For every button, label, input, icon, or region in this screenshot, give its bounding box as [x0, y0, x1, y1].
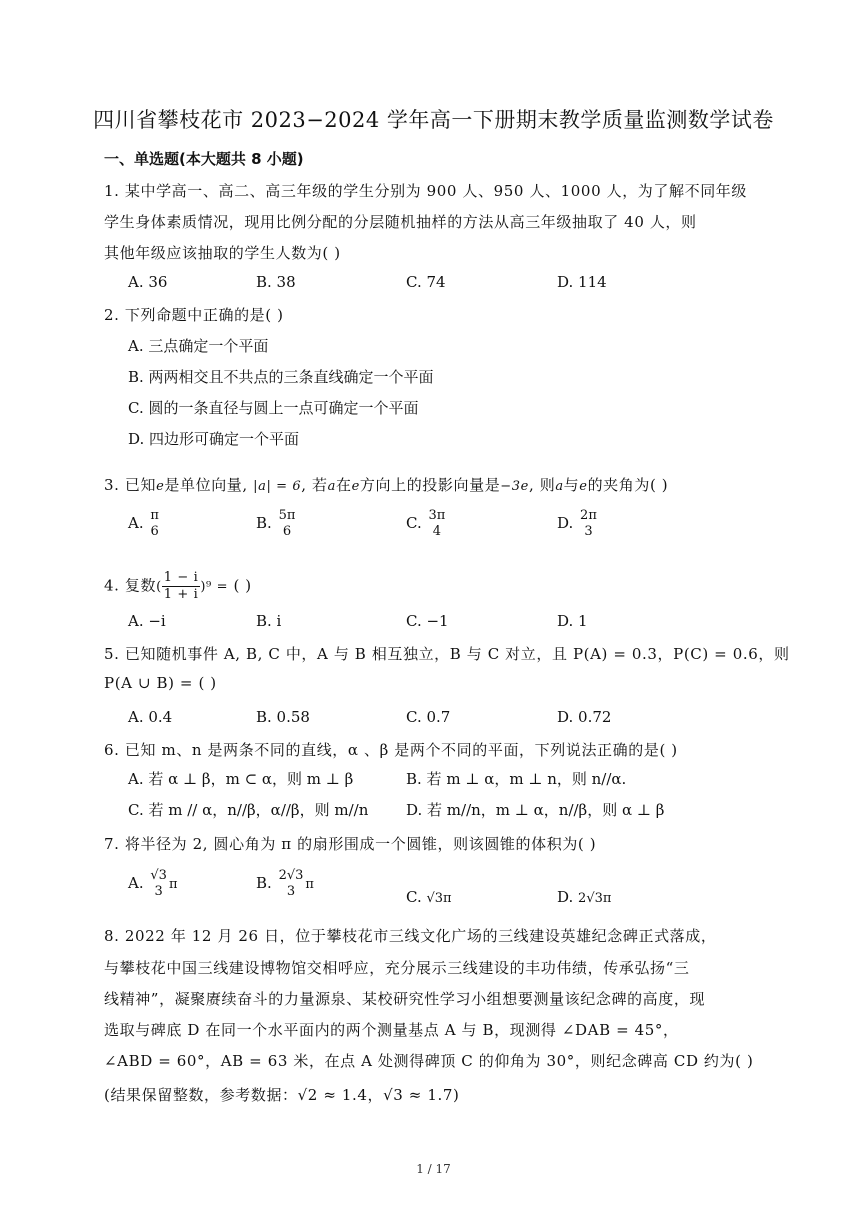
q3-text-6: , 则: [528, 476, 556, 494]
q1-option-a: A. 36: [128, 273, 168, 291]
q7-option-a: [128, 868, 178, 900]
q8-line4: 选取与碑底 D 在同一个水平面内的两个测量基点 A 与 B，现测得 ∠DAB = 45°，: [104, 1021, 679, 1039]
q4-exponent: )⁹ =: [200, 579, 229, 595]
q7-b-num: 2√3: [278, 868, 304, 883]
q4-option-a: A. −i: [128, 612, 166, 630]
q5-line1: 5. 已知随机事件 A, B, C 中，A 与 B 相互独立，B 与 C 对立，且 P(A) = 0.3，P(C) = 0.6，则: [104, 645, 790, 663]
norm-a: |a| = 6: [253, 479, 302, 494]
q5-option-c: C. 0.7: [406, 708, 451, 726]
q3-c-num: 3π: [428, 508, 446, 523]
q3-option-a-fraction: [148, 508, 161, 540]
q7-option-b-label: B.: [256, 874, 272, 892]
vector-e-3: e: [579, 479, 588, 494]
q3-stem: [104, 474, 668, 495]
q3-text-5: 方向上的投影向量是: [359, 476, 501, 494]
q7-option-b-fraction: [277, 868, 306, 900]
q4-fraction: [162, 570, 201, 603]
q6-option-a: A. 若 α ⊥ β，m ⊂ α，则 m ⊥ β: [128, 770, 354, 788]
q4-option-c: C. −1: [406, 612, 449, 630]
q3-option-c-fraction: [427, 508, 448, 540]
q3-text-3: , 若: [301, 476, 328, 494]
q7-a-tail: π: [168, 877, 178, 892]
q1-line2: 学生身体素质情况，现用比例分配的分层随机抽样的方法从高三年级抽取了 40 人，则: [104, 213, 697, 231]
q1-option-d: D. 114: [557, 273, 607, 291]
q3-option-b-fraction: [277, 508, 298, 540]
vector-e-2: e: [351, 479, 360, 494]
q6-option-c: C. 若 m // α，n//β，α//β，则 m//n: [128, 801, 369, 819]
q5-option-d: D. 0.72: [557, 708, 612, 726]
projection-vector: −3e: [500, 479, 529, 494]
q4-den: 1 + i: [163, 587, 199, 602]
q6-stem: 6. 已知 m、n 是两条不同的直线，α 、β 是两个不同的平面，下列说法正确的是( ): [104, 741, 678, 759]
q2-stem: 2. 下列命题中正确的是( ): [104, 306, 284, 324]
q8-line6: (结果保留整数，参考数据：√2 ≈ 1.4，√3 ≈ 1.7): [104, 1086, 460, 1104]
q3-b-den: 6: [282, 524, 292, 539]
q7-option-c-label: C.: [406, 888, 422, 906]
q3-option-c: [406, 508, 447, 540]
q3-text-1: 3. 已知: [104, 476, 157, 494]
q3-option-a: [128, 508, 161, 540]
q3-option-b: [256, 508, 297, 540]
q7-option-b: [256, 868, 314, 900]
q8-line3: 线精神”，凝聚赓续奋斗的力量源泉、某校研究性学习小组想要测量该纪念碑的高度，现: [104, 990, 706, 1008]
q5-option-a: A. 0.4: [128, 708, 173, 726]
q3-option-a-label: A.: [128, 514, 144, 532]
q6-option-b: B. 若 m ⊥ α，m ⊥ n，则 n//α.: [406, 770, 627, 788]
q7-a-den: 3: [154, 884, 163, 899]
q7-b-tail: π: [305, 877, 314, 892]
q1-line1: 1. 某中学高一、高二、高三年级的学生分别为 900 人、950 人、1000 人，为了解不同年级: [104, 182, 747, 200]
q4-option-b: B. i: [256, 612, 282, 630]
q3-option-c-label: C.: [406, 514, 422, 532]
q3-option-d-fraction: [578, 508, 599, 540]
q2-option-c: C. 圆的一条直径与圆上一点可确定一个平面: [128, 399, 419, 417]
q7-option-d: [557, 888, 611, 906]
q3-a-num: π: [150, 508, 159, 523]
vector-a-2: a: [555, 479, 564, 494]
q7-stem: 7. 将半径为 2, 圆心角为 π 的扇形围成一个圆锥，则该圆锥的体积为( ): [104, 835, 597, 853]
q7-option-a-fraction: [148, 868, 169, 900]
exam-title: 四川省攀枝花市 2023−2024 学年高一下册期末教学质量监测数学试卷: [93, 108, 774, 132]
q2-option-a: A. 三点确定一个平面: [128, 337, 269, 355]
q7-option-d-value: 2√3π: [578, 891, 612, 906]
q2-option-d: D. 四边形可确定一个平面: [128, 430, 300, 448]
q1-line3: 其他年级应该抽取的学生人数为( ): [104, 244, 341, 262]
q8-line1: 8. 2022 年 12 月 26 日，位于攀枝花市三线文化广场的三线建设英雄纪念碑正式落成，: [104, 927, 717, 945]
vector-a: a: [327, 479, 336, 494]
q7-option-c: [406, 888, 452, 906]
q3-d-den: 3: [584, 524, 593, 539]
q7-option-d-label: D.: [557, 888, 574, 906]
q8-line5: ∠ABD = 60°，AB = 63 米，在点 A 处测得碑顶 C 的仰角为 30°，则纪念碑高 CD 约为( ): [104, 1052, 754, 1070]
q3-b-num: 5π: [278, 508, 296, 523]
q3-text-7: 与: [563, 476, 580, 494]
q7-a-num: √3: [150, 868, 167, 883]
q7-b-den: 3: [286, 884, 296, 899]
page-number: 1 / 17: [416, 1162, 451, 1176]
q3-text-4: 在: [335, 476, 352, 494]
q1-option-b: B. 38: [256, 273, 296, 291]
q3-text-8: 的夹角为( ): [587, 476, 669, 494]
q4-paren: ( ): [233, 576, 252, 595]
q3-d-num: 2π: [580, 508, 597, 523]
q4-option-d: D. 1: [557, 612, 588, 630]
q5-line2: P(A ∪ B) = ( ): [104, 674, 217, 692]
q2-option-b: B. 两两相交且不共点的三条直线确定一个平面: [128, 368, 434, 386]
q6-option-d: D. 若 m//n，m ⊥ α，n//β，则 α ⊥ β: [406, 801, 665, 819]
q3-text-2: 是单位向量,: [164, 476, 248, 494]
q7-option-a-label: A.: [128, 874, 144, 892]
q3-option-d: [557, 508, 599, 540]
vector-e: e: [156, 479, 165, 494]
q8-line2: 与攀枝花中国三线建设博物馆交相呼应，充分展示三线建设的丰功伟绩，传承弘扬“三: [104, 959, 690, 977]
section-heading: 一、单选题(本大题共 8 小题): [104, 150, 304, 168]
q3-c-den: 4: [432, 524, 442, 539]
q7-option-c-value: √3π: [426, 891, 452, 906]
q3-option-d-label: D.: [557, 514, 574, 532]
q3-a-den: 6: [150, 524, 159, 539]
q1-option-c: C. 74: [406, 273, 446, 291]
q5-option-b: B. 0.58: [256, 708, 310, 726]
q4-stem: 4. 复数( $\frac{1 - i}{1 + i}$ )⁹ = ( ): [104, 570, 252, 602]
q4-text: 4. 复数: [104, 576, 157, 595]
q4-num: 1 − i: [163, 570, 199, 585]
q3-option-b-label: B.: [256, 514, 272, 532]
